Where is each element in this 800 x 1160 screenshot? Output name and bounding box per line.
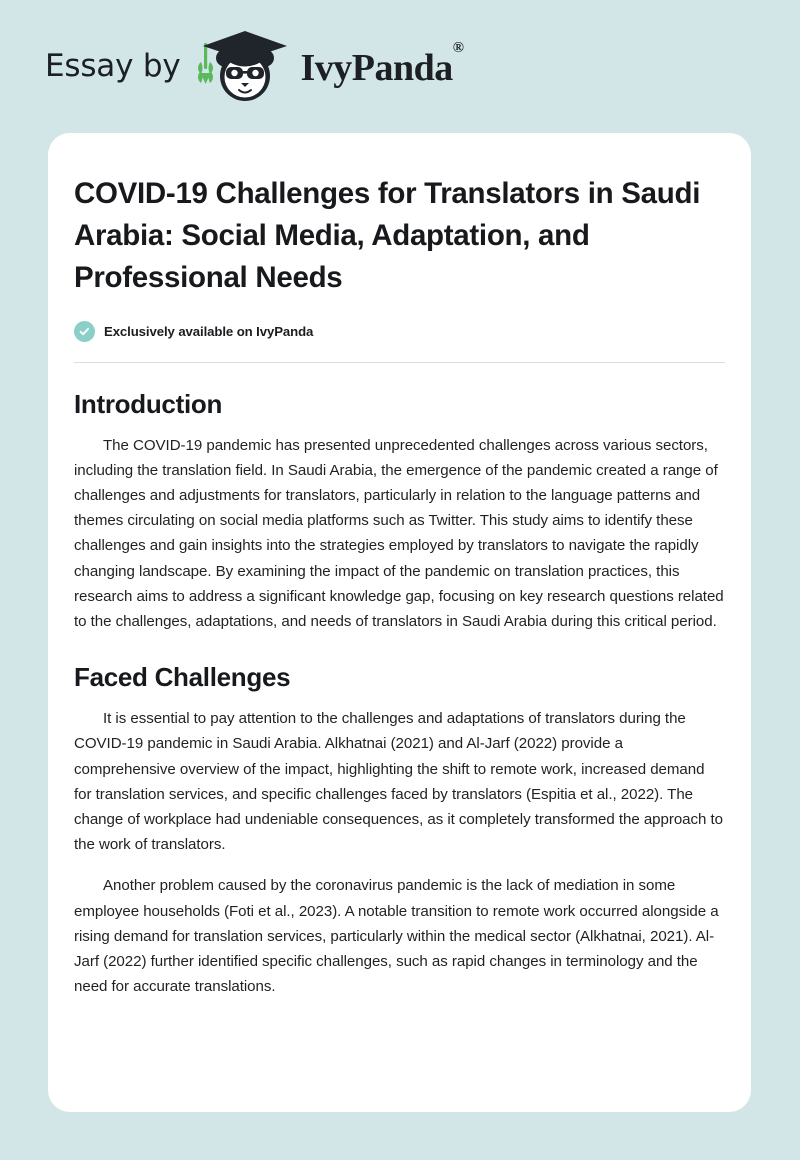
title-divider — [74, 362, 725, 363]
paragraph: It is essential to pay attention to the challenges and adaptations of translators during the COVID-19 pandemic in Saudi Arabia. Alkhatnai (2021) and Al-Jarf (2022) provide a comprehensive overview of the impact, highlighting the shift to remote work, increased demand for translation services, and specific challenges faced by translators (Espitia et al., 2022). The change of workplace had undeniable consequences, as it completely transformed the approach to the work of translators. — [74, 710, 723, 854]
page-title: COVID-19 Challenges for Translators in Saudi Arabia: Social Media, Adaptation, and Professional Needs — [74, 177, 701, 294]
panda-graduate-logo-icon — [191, 29, 295, 105]
ivypanda-logo[interactable] — [191, 29, 464, 105]
status-badge — [74, 321, 725, 342]
wordmark-text: IvyPanda — [300, 46, 453, 89]
status-badge-label: Exclusively available on IvyPanda — [104, 323, 314, 339]
paragraph: The COVID-19 pandemic has presented unprecedented challenges across various sectors, including the translation field. In Saudi Arabia, the emergence of the pandemic created a range of challenges and adjustments for translators, particularly in relation to the language patterns and themes circulating on social media platforms such as Twitter. This study aims to identify these challenges and gain insights into the strategies employed by translators to navigate the rapidly changing landscape. By examining the impact of the pandemic on translation practices, this research aims to address a significant knowledge gap, focusing on key research questions related to the challenges, adaptations, and needs of translators in Saudi Arabia during this critical period. — [74, 436, 724, 631]
brand-lockup[interactable] — [45, 29, 464, 105]
section-heading-introduction: Introduction — [74, 388, 223, 419]
brand-header — [0, 0, 800, 133]
essay-card — [48, 133, 751, 1112]
paragraph: Another problem caused by the coronavirus pandemic is the lack of mediation in some employee households (Foti et al., 2023). A notable transition to remote work occurred alongside a rising demand for translation services, particularly within the medical sector (Alkhatnai, 2021). Al-Jarf (2022) further identified specific challenges, such as rapid changes in terminology and the need for accurate translations. — [74, 877, 719, 996]
trademark-symbol: ® — [452, 39, 464, 56]
check-circle-icon — [74, 321, 95, 342]
essay-by-label: Essay by — [45, 48, 181, 84]
section-heading-faced-challenges: Faced Challenges — [74, 662, 291, 693]
ivypanda-wordmark — [300, 39, 464, 89]
